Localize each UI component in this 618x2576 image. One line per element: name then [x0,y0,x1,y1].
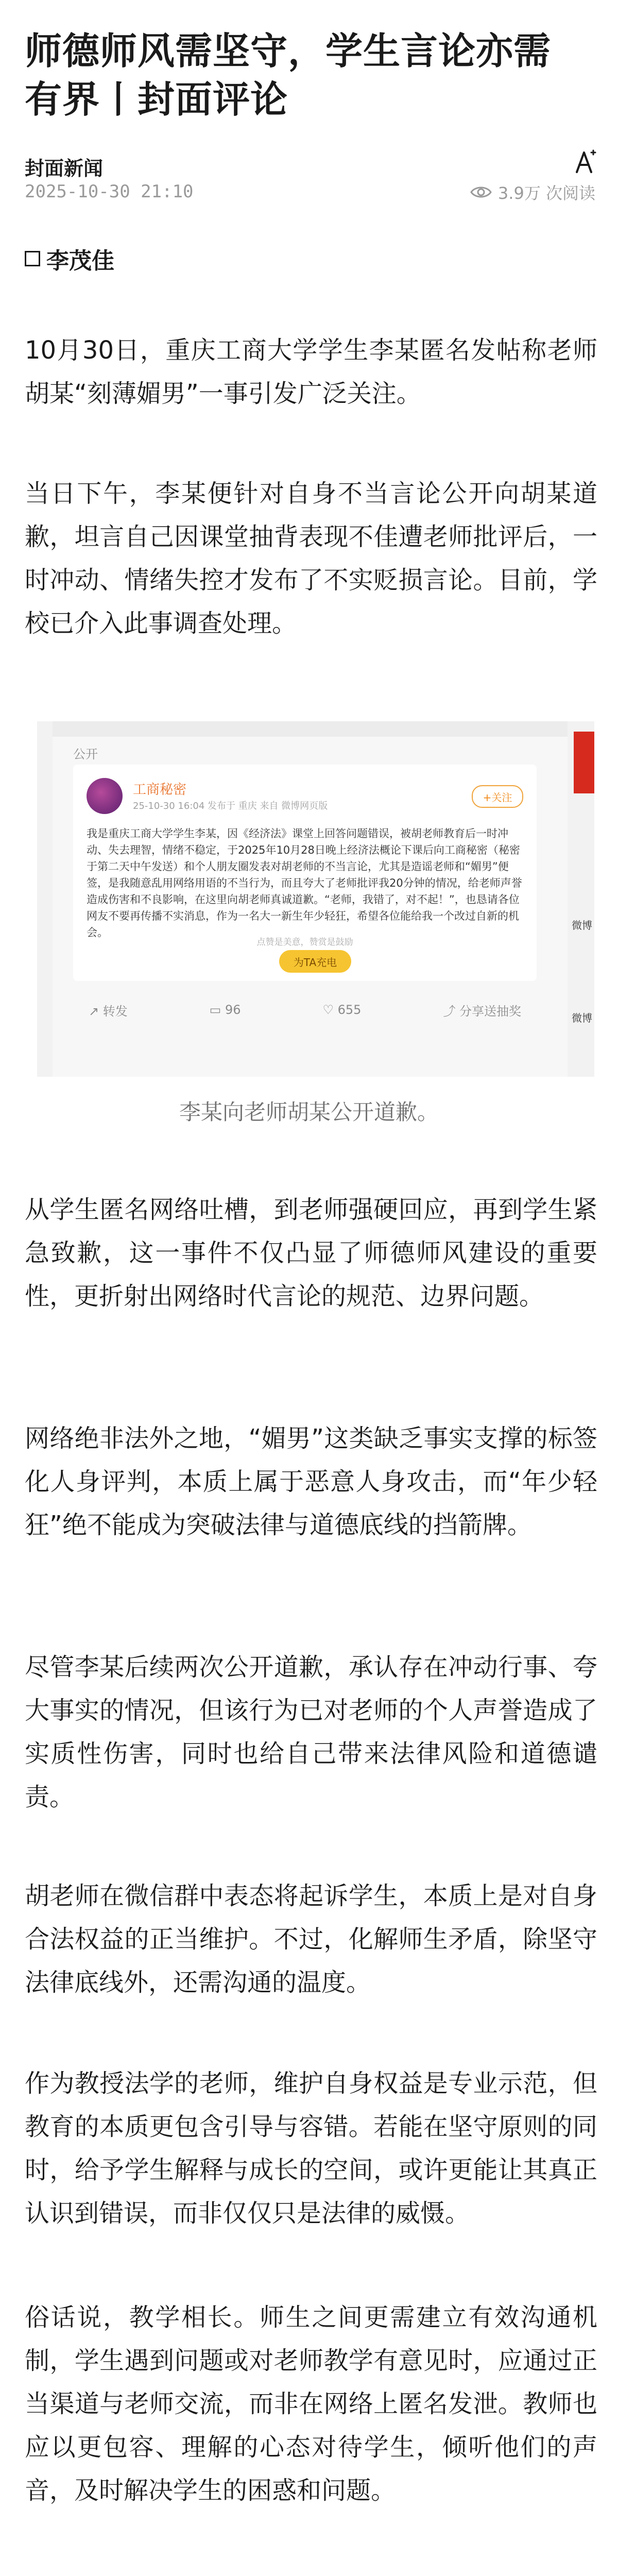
screenshot-post-meta: 25-10-30 16:04 发布于 重庆 来自 微博网页版 [133,801,328,811]
paragraph-5: 尽管李某后续两次公开道歉，承认存在冲动行事、夸大事实的情况，但该行为已对老师的个人声誉造成了实质性伤害，同时也给自己带来法律风险和道德谴责。 [25,1653,597,1811]
view-count-text: 3.9万 次阅读 [497,183,595,203]
view-count [470,180,595,204]
paragraph-8: 俗话说，教学相长。师生之间更需建立有效沟通机制，学生遇到问题或对老师教学有意见时，应通过正当渠道与老师交流，而非在网络上匿名发泄。教师也应以更包容、理解的心态对待学生，倾听他们的声音，及时解决学生的困惑和问题。 [25,2303,597,2505]
font-size-button[interactable] [573,147,599,176]
paragraph-7: 作为教授法学的老师，维护自身权益是专业示范，但教育的本质更包含引导与容错。若能在坚守原则的同时，给予学生解释与成长的空间，或许更能让其真正认识到错误，而非仅仅只是法律的威慑。 [25,2069,597,2228]
screenshot-comments: ▭ 96 [209,1003,241,1017]
article-title: 师德师风需坚守，学生言论亦需有界丨封面评论 [25,29,552,121]
screenshot-likes: ♡ 655 [322,1003,362,1017]
font-size-icon [575,148,597,174]
source-name[interactable]: 封面新闻 [25,157,104,180]
publish-date: 2025-10-30 21:10 [25,181,194,202]
screenshot-share-label: 分享送抽奖 [459,1004,521,1019]
screenshot-topbar [53,721,568,737]
screenshot-red-strip [574,732,594,793]
paragraph-1: 10月30日，重庆工商大学学生李某匿名发帖称老师胡某“刻薄媚男”一事引发广泛关注。 [25,336,597,408]
screenshot-follow-button: +关注 [472,785,523,808]
screenshot-repost-label: 转发 [102,1004,128,1019]
screenshot-public-label: 公开 [73,747,98,761]
screenshot-account-name: 工商秘密 [133,782,187,798]
screenshot-repost: ↗ 转发 [89,1004,128,1019]
screenshot-share: ⤴ 分享送抽奖 [443,1004,521,1019]
image-caption: 李某向老师胡某公开道歉。 [179,1099,439,1125]
paragraph-4: 网络绝非法外之地，“媚男”这类缺乏事实支撑的标签化人身评判，本质上属于恶意人身攻击，而“年少轻狂”绝不能成为突破法律与道德底线的挡箭牌。 [25,1424,597,1539]
eye-icon [470,185,492,199]
author-line [25,242,114,275]
screenshot-post-card [73,765,537,981]
screenshot-comments-count: 96 [225,1003,241,1017]
paragraph-6: 胡老师在微信群中表态将起诉学生，本质上是对自身合法权益的正当维护。不过，化解师生矛盾，除坚守法律底线外，还需沟通的温度。 [25,1882,597,1997]
screenshot-post-text: 我是重庆工商大学学生李某，因《经济法》课堂上回答问题错误，被胡老师教育后一时冲动、失去理智，情绪不稳定，于2025年10月28日晚上经济法概论下课后向工商秘密（秘密于第二天中午发送）和个人朋友圈发表对胡老师的不当言论，尤其是造谣老师和“媚男”便签，是我随意乱用网络用语的不当行为，而且夸大了老师批评我20分钟的情况，给老师声誉造成伤害和不良影响，在这里向胡老师真诚道歉。“老师，我错了，对不起！”，也恳请各位网友不要再传播不实消息，作为一名大一新生年少轻狂，希望各位能给我一个改过自新的机会。 [87,827,522,939]
screenshot-action-bar [73,989,537,1030]
screenshot-weibo-post [53,721,568,1077]
screenshot-likes-count: 655 [337,1003,362,1017]
embedded-screenshot [37,721,594,1077]
screenshot-charge-button: 为TA充电 [279,950,351,973]
avatar [87,778,123,814]
author-name: 李茂佳 [46,248,114,274]
paragraph-2: 当日下午，李某便针对自身不当言论公开向胡某道歉，坦言自己因课堂抽背表现不佳遭老师批评后，一时冲动、情绪失控才发布了不实贬损言论。目前，学校已介入此事调查处理。 [25,479,597,638]
paragraph-3: 从学生匿名网络吐槽，到老师强硬回应，再到学生紧急致歉，这一事件不仅凸显了师德师风建设的重要性，更折射出网络时代言论的规范、边界问题。 [25,1195,597,1311]
screenshot-note: 点赞是美意，赞赏是鼓励 [256,937,353,947]
author-box-icon [25,251,40,266]
screenshot-side-label-2: 微博 [572,1012,592,1024]
screenshot-side-label-1: 微博 [572,919,592,931]
